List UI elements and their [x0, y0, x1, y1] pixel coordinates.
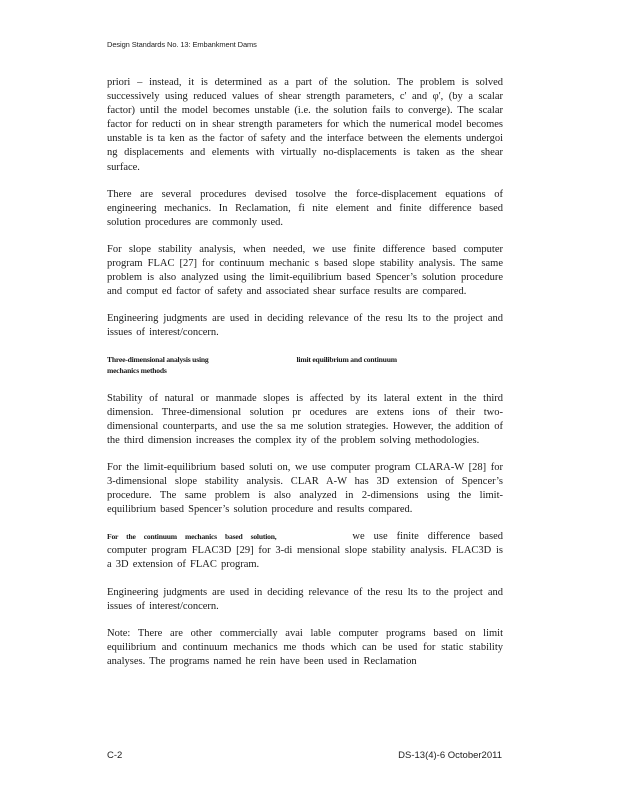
running-header: Design Standards No. 13: Embankment Dams [107, 40, 257, 49]
paragraph-continuum-mechanics [107, 530, 503, 572]
section-heading-3d-analysis-part1: Three-dimensional analysis using [107, 354, 209, 364]
paragraph-engineering-judgments-2: Engineering judgments are used in deciding relevance of the resu lts to the project and issues of interest/concern. [107, 586, 503, 612]
paragraph-limit-equilibrium: For the limit-equilibrium based soluti on, we use computer program CLARA-W [28] for 3-dimensional slope stability analysis. CLAR A-W has 3D extension of Spencer’s procedure. The same problem is also analyzed in 2-dimensions using the limit-equilibrium based Spencer’s solution procedure and results compared. [107, 461, 503, 516]
paragraph-engineering-judgments: Engineering judgments are used in deciding relevance of the resu lts to the project and issues of interest/concern. [107, 313, 503, 339]
section-heading-3d-analysis-part3: mechanics methods [107, 365, 167, 375]
paragraph-note: Note: There are other commercially avai lable computer programs based on limit equilibrium and continuum mechanics me thods which can be used for static stability analyses. The programs named he rein have been used in Reclamation [107, 627, 503, 667]
document-id-date: DS-13(4)-6 October2011 [398, 750, 502, 761]
paragraph-solution-method: priori – instead, it is determined as a part of the solution. The problem is solved successively using reduced values of shear strength parameters, c' and φ', (by a scalar factor) until the model becomes unstable (i.e. the solution fails to converge). The scalar factor for reducti on in shear strength parameters for which the numerical model becomes unstable is ta ken as the factor of safety and the interface between the elements undergoi ng displacements and elements with virtually no-displacements is taken as the shear surface. [107, 77, 503, 173]
page-number: C-2 [107, 750, 123, 761]
body-text [107, 76, 503, 669]
paragraph-procedures: There are several procedures devised tosolve the force-displacement equations of engineering mechanics. In Reclamation, fi nite element and finite difference based solution procedures are commonly used. [107, 188, 503, 228]
section-heading-3d-analysis-part2: limit equilibrium and continuum [296, 354, 397, 364]
section-heading-3d-analysis [107, 354, 503, 376]
inline-heading-continuum: For the continuum mechanics based solution, [107, 532, 277, 542]
paragraph-stability-3d: Stability of natural or manmade slopes is affected by its lateral extent in the third dimension. Three-dimensional solution pr ocedures are extens ions of their two-dimensional counterparts, and use the sa me solution strategies. However, the addition of the third dimension increases the complex ity of the problem solving methodologies. [107, 392, 503, 446]
paragraph-continuum-mechanics-text: we use finite difference based computer program FLAC3D [29] for 3-di mensional slope stability analysis. FLAC3D is a 3D extension of FLAC program. [107, 531, 503, 571]
paragraph-slope-stability: For slope stability analysis, when needed, we use finite difference based computer program FLAC [27] for continuum mechanic s based slope stability analysis. The same problem is also analyzed using the limit-equilibrium based Spencer’s solution procedure and comput ed factor of safety and associated shear surface results are compared. [107, 243, 503, 298]
